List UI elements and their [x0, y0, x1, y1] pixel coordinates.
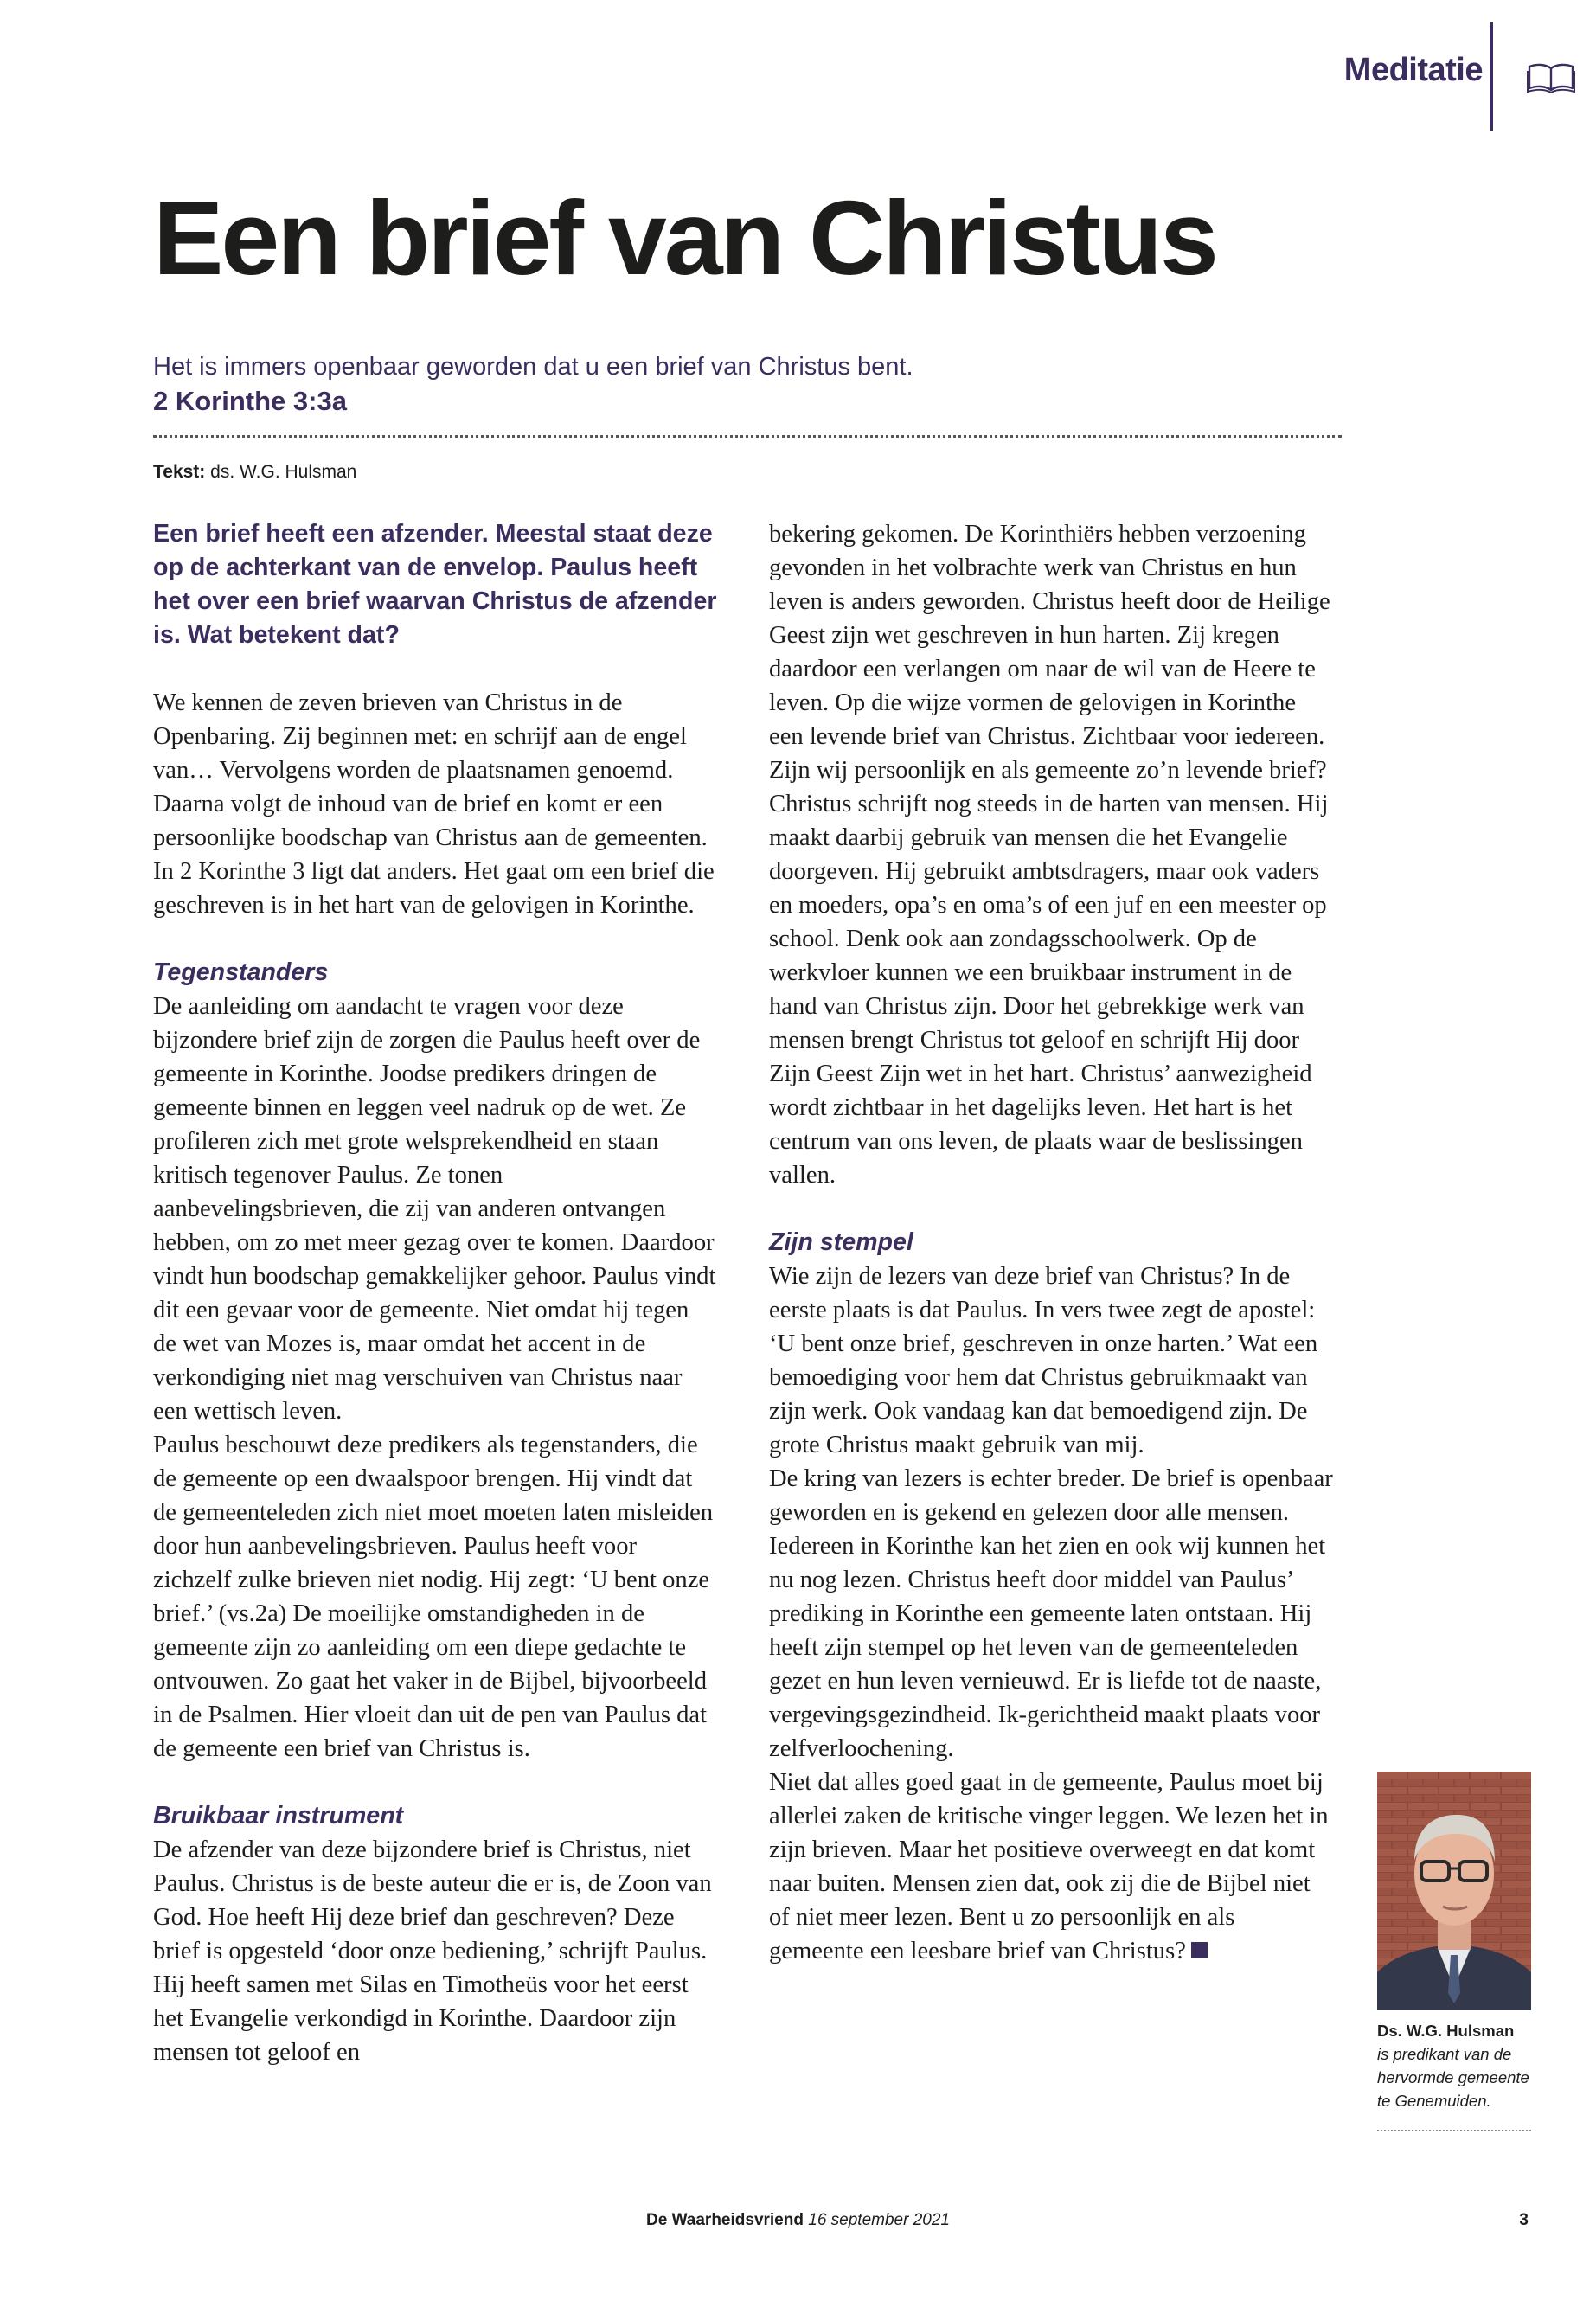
paragraph: bekering gekomen. De Korinthiërs hebben verzoening gevonden in het volbrachte werk van Christus en hun leven is anders geworden. Christus heeft door de Heilige Geest zijn wet geschreven in hun harten. Zij kregen daardoor een verlangen om naar de wil van de Heere te leven. Op die wijze vormen de gelovigen in Korinthe een levende brief van Christus. Zichtbaar voor iedereen.: [769, 521, 1330, 750]
paragraph: [769, 1766, 1333, 1968]
subheading-bruikbaar-instrument: Bruikbaar instrument: [153, 1802, 404, 1830]
closing-text: Niet dat alles goed gaat in de gemeente, Paulus moet bij allerlei zaken de kritische vinger leggen. We lezen het in zijn brieven. Maar het positieve overweegt en dat komt naar buiten. Mensen zien dat, ook zij die de Bijbel niet of niet meer lezen. Bent u zo persoonlijk en als gemeente een leesbare brief van Christus?: [769, 1769, 1329, 1965]
paragraph: De kring van lezers is echter breder. De brief is openbaar geworden en is gekend en gelezen door alle mensen. Iedereen in Korinthe kan het zien en ook wij kunnen het nu nog lezen. Christus heeft door middel van Paulus’ prediking in Korinthe een gemeente laten ontstaan. Hij heeft zijn stempel op het leven van de gemeenteleden gezet en hun leven vernieuwd. Er is liefde tot de naaste, vergevingsgezindheid. Ik-gerichtheid maakt plaats voor zelfverloochening.: [769, 1465, 1333, 1762]
byline-author: ds. W.G. Hulsman: [210, 462, 357, 482]
byline-label: Tekst:: [153, 462, 206, 482]
photo-caption: [1377, 2019, 1542, 2112]
caption-role: is predikant van de hervormde gemeente te Genemuiden.: [1377, 2045, 1529, 2110]
paragraph: De aanleiding om aandacht te vragen voor deze bijzondere brief zijn de zorgen die Paulus heeft over de gemeente in Korinthe. Joodse predikers dringen de gemeente binnen en leggen veel nadruk op de wet. Ze profileren zich met grote welsprekendheid en staan kritisch tegenover Paulus. Ze tonen aanbevelingsbrieven, die zij van anderen ontvangen hebben, om zo met meer gezag over te komen. Daardoor vindt hun boodschap gemakkelijker gehoor. Paulus vindt dit een gevaar voor de gemeente. Niet omdat hij tegen de wet van Mozes is, maar omdat het accent in de verkondiging niet mag verschuiven van Christus naar een wettisch leven.: [153, 993, 716, 1425]
end-mark-icon: [1191, 1942, 1208, 1958]
subheading-zijn-stempel: Zijn stempel: [769, 1228, 913, 1256]
article-column-1: [153, 517, 717, 2069]
paragraph: Wie zijn de lezers van deze brief van Christus? In de eerste plaats is dat Paulus. In vers twee zegt de apostel: ‘U bent onze brief, geschreven in onze harten.’ Wat een bemoediging voor hem dat Christus gebruikmaakt van zijn werk. Ook vandaag kan dat bemoedigend zijn. De grote Christus maakt gebruik van mij.: [769, 1263, 1318, 1458]
page-number: 3: [1519, 2211, 1529, 2229]
article-title: Een brief van Christus: [153, 179, 1216, 297]
verse-reference: 2 Korinthe 3:3a: [153, 386, 347, 416]
byline: [153, 462, 356, 483]
caption-name: Ds. W.G. Hulsman: [1377, 2022, 1515, 2040]
paragraph: Paulus beschouwt deze predikers als tegenstanders, die de gemeente op een dwaalspoor brengen. Hij vindt dat de gemeenteleden zich niet moet moeten laten misleiden door hun aanbevelingsbrieven. Paulus heeft voor zichzelf zulke brieven niet nodig. Hij zegt: ‘U bent onze brief.’ (vs.2a) De moeilijke omstandigheden in de gemeente zijn zo aanleiding om een diepe gedachte te ontvouwen. Zo gaat het vaker in de Bijbel, bijvoorbeeld in de Psalmen. Hier vloeit dan uit de pen van Paulus dat de gemeente een brief van Christus is.: [153, 1432, 714, 1762]
subheading-tegenstanders: Tegenstanders: [153, 958, 329, 986]
section-divider: [1490, 22, 1493, 131]
caption-divider: [1377, 2130, 1531, 2131]
paragraph: We kennen de zeven brieven van Christus in de Openbaring. Zij beginnen met: en schrijf aan de engel van… Vervolgens worden de plaatsnamen genoemd. Daarna volgt de inhoud van de brief en komt er een persoonlijke boodschap van Christus aan de gemeenten. In 2 Korinthe 3 ligt dat anders. Het gaat om een brief die geschreven is in het hart van de gelovigen in Korinthe.: [153, 689, 715, 919]
lead-paragraph: Een brief heeft een afzender. Meestal staat deze op de achterkant van de envelop. Paulus heeft het over een brief waarvan Christus de afzender is. Wat betekent dat?: [153, 520, 717, 649]
verse-text: Het is immers openbaar geworden dat u een brief van Christus bent.: [153, 353, 913, 381]
dotted-divider: [153, 435, 1342, 438]
book-icon: [1526, 61, 1576, 93]
bible-verse: [153, 349, 913, 419]
section-label: Meditatie: [1343, 52, 1483, 88]
paragraph: De afzender van deze bijzondere brief is Christus, niet Paulus. Christus is de beste auteur die er is, de Zoon van God. Hoe heeft Hij deze brief dan geschreven? Deze brief is opgesteld ‘door onze bediening,’ schrijft Paulus. Hij heeft samen met Silas en Timotheüs voor het eerst het Evangelie verkondigd in Korinthe. Daardoor zijn mensen tot geloof en: [153, 1836, 712, 2066]
article-column-2: [769, 517, 1333, 1968]
publication-date: 16 september 2021: [808, 2211, 950, 2229]
paragraph: Zijn wij persoonlijk en als gemeente zo’n levende brief? Christus schrijft nog steeds in de harten van mensen. Hij maakt daarbij gebruik van mensen die het Evangelie doorgeven. Hij gebruikt ambtsdragers, maar ook vaders en moeders, opa’s en oma’s of een juf en een meester op school. Denk ook aan zondagsschoolwerk. Op de werkvloer kunnen we een bruikbaar instrument in de hand van Christus zijn. Door het gebrekkige werk van mensen brengt Christus tot geloof en schrijft Hij door Zijn Geest Zijn wet in het hart. Christus’ aanwezigheid wordt zichtbaar in het dagelijks leven. Het hart is het centrum van ons leven, de plaats waar de beslissingen vallen.: [769, 757, 1329, 1189]
publication-name: De Waarheidsvriend: [646, 2211, 804, 2229]
author-photo: [1377, 1772, 1531, 2010]
footer: [0, 2211, 1596, 2230]
